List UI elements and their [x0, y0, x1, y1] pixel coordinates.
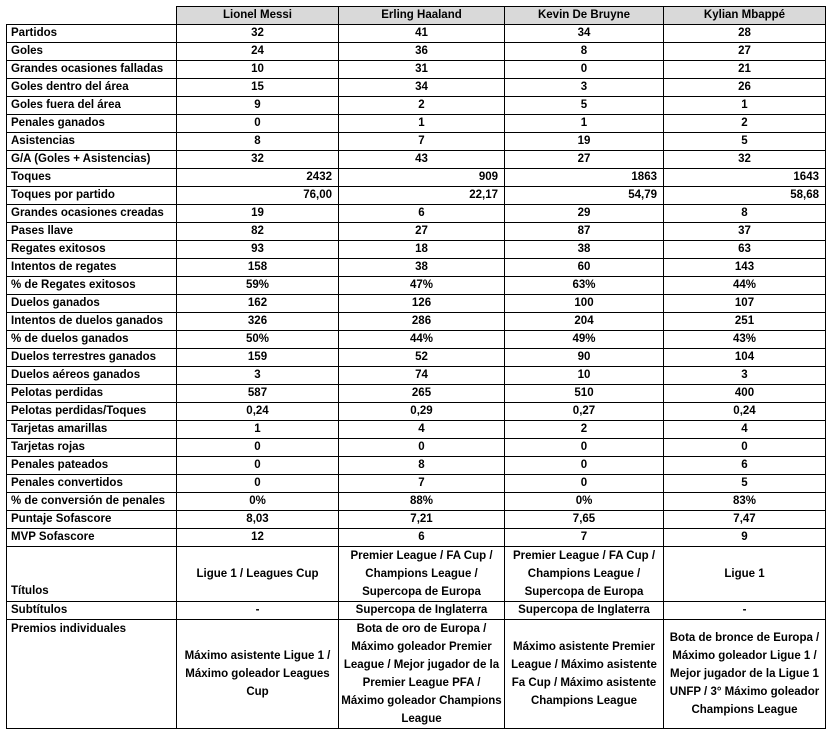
stat-value: 82: [177, 223, 339, 241]
stat-value: 63: [664, 241, 826, 259]
stat-value: 5: [664, 133, 826, 151]
stat-value: 587: [177, 385, 339, 403]
stat-value: 1: [177, 421, 339, 439]
stat-row: [7, 97, 826, 115]
stat-value: 8: [339, 457, 505, 475]
row-label: Regates exitosos: [7, 241, 177, 259]
stat-row: [7, 151, 826, 169]
row-label: Goles dentro del área: [7, 79, 177, 97]
stat-value: 32: [177, 151, 339, 169]
stat-value: 0: [177, 475, 339, 493]
stat-value: 27: [505, 151, 664, 169]
titles-row: [7, 547, 826, 602]
stat-value: 251: [664, 313, 826, 331]
subtitles-cell: -: [177, 602, 339, 620]
stat-value: 0: [339, 439, 505, 457]
stat-value: 83%: [664, 493, 826, 511]
row-label: Grandes ocasiones falladas: [7, 61, 177, 79]
stat-value: 34: [339, 79, 505, 97]
row-label: Toques por partido: [7, 187, 177, 205]
stat-value: 7,21: [339, 511, 505, 529]
stat-value: 32: [664, 151, 826, 169]
stats-comparison-table: [6, 6, 826, 729]
stat-value: 36: [339, 43, 505, 61]
stat-value: 104: [664, 349, 826, 367]
row-label: G/A (Goles + Asistencias): [7, 151, 177, 169]
stat-value: 5: [505, 97, 664, 115]
prizes-row: [7, 620, 826, 729]
titles-cell: Ligue 1: [664, 547, 826, 602]
player-header: Lionel Messi: [177, 7, 339, 25]
stat-value: 28: [664, 25, 826, 43]
stat-value: 43%: [664, 331, 826, 349]
stat-value: 1: [505, 115, 664, 133]
row-label: Toques: [7, 169, 177, 187]
stat-value: 10: [177, 61, 339, 79]
stat-value: 143: [664, 259, 826, 277]
row-label: Partidos: [7, 25, 177, 43]
stat-value: 59%: [177, 277, 339, 295]
stat-value: 50%: [177, 331, 339, 349]
stat-row: [7, 439, 826, 457]
stat-value: 52: [339, 349, 505, 367]
stat-value: 3: [664, 367, 826, 385]
stat-value: 8: [177, 133, 339, 151]
prizes-cell: Bota de bronce de Europa / Máximo goleador Ligue 1 / Mejor jugador de la Ligue 1 UNFP / 3° Máximo goleador Champions League: [664, 620, 826, 729]
stat-value: 38: [339, 259, 505, 277]
prizes-cell: Máximo asistente Premier League / Máximo asistente Fa Cup / Máximo asistente Champions League: [505, 620, 664, 729]
stat-row: [7, 223, 826, 241]
stat-value: 8,03: [177, 511, 339, 529]
stat-value: 126: [339, 295, 505, 313]
stat-row: [7, 25, 826, 43]
stat-value: 1643: [664, 169, 826, 187]
stat-row: [7, 367, 826, 385]
stat-value: 19: [505, 133, 664, 151]
stat-value: 87: [505, 223, 664, 241]
stat-row: [7, 385, 826, 403]
stat-row: [7, 241, 826, 259]
stat-row: [7, 421, 826, 439]
row-label: Intentos de duelos ganados: [7, 313, 177, 331]
stat-value: 0: [177, 115, 339, 133]
subtitles-cell: Supercopa de Inglaterra: [505, 602, 664, 620]
stat-value: 286: [339, 313, 505, 331]
stat-row: [7, 349, 826, 367]
prizes-cell: Bota de oro de Europa / Máximo goleador Premier League / Mejor jugador de la Premier League PFA / Máximo goleador Champions League: [339, 620, 505, 729]
stat-value: 63%: [505, 277, 664, 295]
stat-value: 4: [664, 421, 826, 439]
stat-row: [7, 295, 826, 313]
stat-value: 326: [177, 313, 339, 331]
stat-row: [7, 259, 826, 277]
stat-row: [7, 43, 826, 61]
stat-value: 6: [664, 457, 826, 475]
stat-value: 0: [505, 475, 664, 493]
stat-row: [7, 61, 826, 79]
stat-value: 41: [339, 25, 505, 43]
row-label: Tarjetas rojas: [7, 439, 177, 457]
stat-value: 100: [505, 295, 664, 313]
stat-value: 7: [339, 133, 505, 151]
stat-value: 1: [339, 115, 505, 133]
titles-cell: Premier League / FA Cup / Champions League / Supercopa de Europa: [505, 547, 664, 602]
player-header: Kylian Mbappé: [664, 7, 826, 25]
stat-value: 2: [339, 97, 505, 115]
stat-row: [7, 205, 826, 223]
stat-value: 31: [339, 61, 505, 79]
titles-cell: Premier League / FA Cup / Champions League / Supercopa de Europa: [339, 547, 505, 602]
stat-value: 162: [177, 295, 339, 313]
corner-cell: [7, 7, 177, 25]
stat-value: 54,79: [505, 187, 664, 205]
stat-value: 22,17: [339, 187, 505, 205]
stat-value: 158: [177, 259, 339, 277]
stat-value: 2: [664, 115, 826, 133]
stat-value: 12: [177, 529, 339, 547]
stat-value: 34: [505, 25, 664, 43]
stat-value: 93: [177, 241, 339, 259]
stat-value: 47%: [339, 277, 505, 295]
row-label: % de Regates exitosos: [7, 277, 177, 295]
row-label: Puntaje Sofascore: [7, 511, 177, 529]
stat-value: 0: [177, 457, 339, 475]
stat-value: 1: [664, 97, 826, 115]
stat-value: 265: [339, 385, 505, 403]
stat-value: 0,29: [339, 403, 505, 421]
stat-value: 58,68: [664, 187, 826, 205]
stat-value: 909: [339, 169, 505, 187]
row-label: % de duelos ganados: [7, 331, 177, 349]
titles-cell: Ligue 1 / Leagues Cup: [177, 547, 339, 602]
stat-value: 19: [177, 205, 339, 223]
stat-value: 26: [664, 79, 826, 97]
stat-value: 44%: [339, 331, 505, 349]
stat-value: 107: [664, 295, 826, 313]
stat-row: [7, 277, 826, 295]
subtitles-cell: -: [664, 602, 826, 620]
subtitles-cell: Supercopa de Inglaterra: [339, 602, 505, 620]
stat-value: 510: [505, 385, 664, 403]
stat-value: 1863: [505, 169, 664, 187]
stat-value: 88%: [339, 493, 505, 511]
stat-value: 3: [177, 367, 339, 385]
header-row: [7, 7, 826, 25]
row-label: Premios individuales: [7, 620, 177, 729]
row-label: Penales convertidos: [7, 475, 177, 493]
stat-value: 37: [664, 223, 826, 241]
stat-value: 90: [505, 349, 664, 367]
stat-row: [7, 475, 826, 493]
stat-value: 8: [505, 43, 664, 61]
stat-value: 0,24: [177, 403, 339, 421]
stat-value: 7: [339, 475, 505, 493]
row-label: Grandes ocasiones creadas: [7, 205, 177, 223]
stat-value: 60: [505, 259, 664, 277]
stat-value: 18: [339, 241, 505, 259]
stat-value: 2: [505, 421, 664, 439]
stat-value: 0%: [177, 493, 339, 511]
stat-value: 2432: [177, 169, 339, 187]
stat-value: 8: [664, 205, 826, 223]
stat-value: 24: [177, 43, 339, 61]
stat-row: [7, 457, 826, 475]
stat-value: 21: [664, 61, 826, 79]
stat-row: [7, 529, 826, 547]
stat-value: 7: [505, 529, 664, 547]
stat-row: [7, 403, 826, 421]
row-label: MVP Sofascore: [7, 529, 177, 547]
row-label: Títulos: [7, 547, 177, 602]
row-label: Duelos terrestres ganados: [7, 349, 177, 367]
player-header: Erling Haaland: [339, 7, 505, 25]
stat-value: 27: [664, 43, 826, 61]
stat-row: [7, 331, 826, 349]
row-label: Asistencias: [7, 133, 177, 151]
stat-value: 10: [505, 367, 664, 385]
row-label: Penales pateados: [7, 457, 177, 475]
stat-value: 9: [664, 529, 826, 547]
stat-value: 159: [177, 349, 339, 367]
stat-value: 38: [505, 241, 664, 259]
stats-body: [7, 25, 826, 547]
stat-value: 0: [505, 457, 664, 475]
row-label: Pases llave: [7, 223, 177, 241]
stat-row: [7, 79, 826, 97]
stat-value: 74: [339, 367, 505, 385]
stat-value: 204: [505, 313, 664, 331]
stat-value: 43: [339, 151, 505, 169]
stat-value: 7,47: [664, 511, 826, 529]
stat-row: [7, 169, 826, 187]
row-label: Duelos aéreos ganados: [7, 367, 177, 385]
stat-value: 29: [505, 205, 664, 223]
stat-value: 7,65: [505, 511, 664, 529]
stat-row: [7, 493, 826, 511]
stat-row: [7, 133, 826, 151]
row-label: Goles: [7, 43, 177, 61]
row-label: Duelos ganados: [7, 295, 177, 313]
stat-value: 32: [177, 25, 339, 43]
stat-value: 27: [339, 223, 505, 241]
stat-value: 15: [177, 79, 339, 97]
row-label: Goles fuera del área: [7, 97, 177, 115]
row-label: Pelotas perdidas/Toques: [7, 403, 177, 421]
row-label: Intentos de regates: [7, 259, 177, 277]
stat-value: 0,27: [505, 403, 664, 421]
stat-value: 0,24: [664, 403, 826, 421]
stat-row: [7, 115, 826, 133]
stat-value: 0: [664, 439, 826, 457]
stat-value: 0%: [505, 493, 664, 511]
player-header: Kevin De Bruyne: [505, 7, 664, 25]
row-label: Penales ganados: [7, 115, 177, 133]
row-label: % de conversión de penales: [7, 493, 177, 511]
stat-row: [7, 511, 826, 529]
row-label: Pelotas perdidas: [7, 385, 177, 403]
stat-value: 44%: [664, 277, 826, 295]
stat-value: 4: [339, 421, 505, 439]
stat-value: 400: [664, 385, 826, 403]
stat-value: 76,00: [177, 187, 339, 205]
stat-value: 0: [505, 439, 664, 457]
subtitles-row: [7, 602, 826, 620]
row-label: Tarjetas amarillas: [7, 421, 177, 439]
stat-row: [7, 313, 826, 331]
stat-value: 49%: [505, 331, 664, 349]
prizes-cell: Máximo asistente Ligue 1 / Máximo goleador Leagues Cup: [177, 620, 339, 729]
stat-value: 5: [664, 475, 826, 493]
stat-value: 0: [505, 61, 664, 79]
stat-value: 6: [339, 529, 505, 547]
stat-value: 3: [505, 79, 664, 97]
stat-value: 9: [177, 97, 339, 115]
stat-value: 0: [177, 439, 339, 457]
stat-value: 6: [339, 205, 505, 223]
row-label: Subtítulos: [7, 602, 177, 620]
honours-body: [7, 547, 826, 729]
stat-row: [7, 187, 826, 205]
